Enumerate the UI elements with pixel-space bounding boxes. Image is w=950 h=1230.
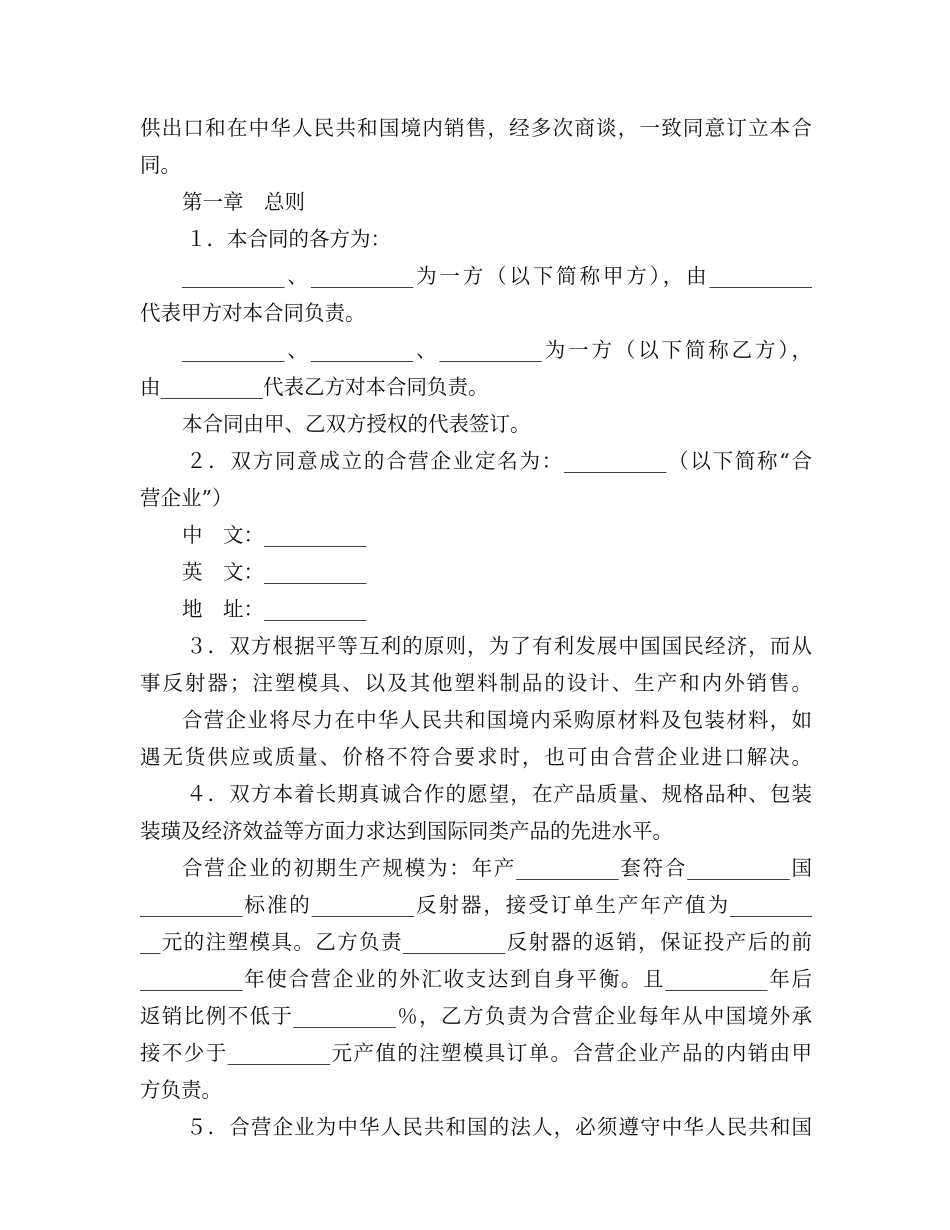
paragraph-line: 供出口和在中华人民共和国境内销售，经多次商谈，一致同意订立本合 — [140, 116, 812, 140]
clause-line: ４．双方本着长期真诚合作的愿望，在产品质量、规格品种、包装 — [186, 782, 812, 806]
paragraph-line: 接不少于__________元产值的注塑模具订单。合营企业产品的内销由甲 — [140, 1041, 812, 1065]
paragraph-line: 同。 — [140, 153, 181, 177]
field-chinese-name: 中 文：__________ — [182, 523, 367, 547]
paragraph-line: __________标准的__________反射器，接受订单生产年产值为________ — [140, 893, 812, 917]
clause-line: ５．合营企业为中华人民共和国的法人，必须遵守中华人民共和国 — [186, 1115, 812, 1139]
paragraph-line: 合营企业的初期生产规模为：年产__________套符合__________国 — [182, 856, 812, 880]
paragraph-line: 装璜及经济效益等方面力求达到国际同类产品的先进水平。 — [140, 819, 673, 843]
paragraph-line: 返销比例不低于__________％，乙方负责为合营企业每年从中国境外承 — [140, 1004, 812, 1028]
field-english-name: 英 文：__________ — [182, 560, 367, 584]
paragraph-line: 合营企业将尽力在中华人民共和国境内采购原材料及包装材料，如 — [182, 708, 812, 732]
clause-line: ３．双方根据平等互利的原则，为了有利发展中国国民经济，而从 — [186, 634, 812, 658]
chapter-heading: 第一章 总则 — [182, 190, 305, 214]
paragraph-line: 本合同由甲、乙双方授权的代表签订。 — [182, 412, 531, 436]
clause-line: ２．双方同意成立的合营企业定名为：__________（以下简称“合 — [186, 449, 812, 473]
paragraph-line: __________、__________、__________为一方（以下简称乙方）， — [182, 338, 812, 362]
paragraph-line: 事反射器；注塑模具、以及其他塑料制品的设计、生产和内外销售。 — [140, 671, 812, 695]
paragraph-line: __元的注塑模具。乙方负责__________反射器的返销，保证投产后的前 — [140, 930, 812, 954]
paragraph-line: 由__________代表乙方对本合同负责。 — [140, 375, 489, 399]
clause-heading: １．本合同的各方为： — [186, 227, 391, 251]
paragraph-line: 营企业”） — [140, 486, 233, 510]
paragraph-line: __________年使合营企业的外汇收支达到自身平衡。且__________年后 — [140, 967, 812, 991]
paragraph-line: 代表甲方对本合同负责。 — [140, 301, 366, 325]
paragraph-line: 遇无货供应或质量、价格不符合要求时，也可由合营企业进口解决。 — [140, 745, 812, 769]
paragraph-line: __________、__________为一方（以下简称甲方），由__________ — [182, 264, 812, 288]
paragraph-line: 方负责。 — [140, 1078, 222, 1102]
contract-text — [140, 110, 812, 1146]
field-address: 地 址：__________ — [182, 597, 367, 621]
